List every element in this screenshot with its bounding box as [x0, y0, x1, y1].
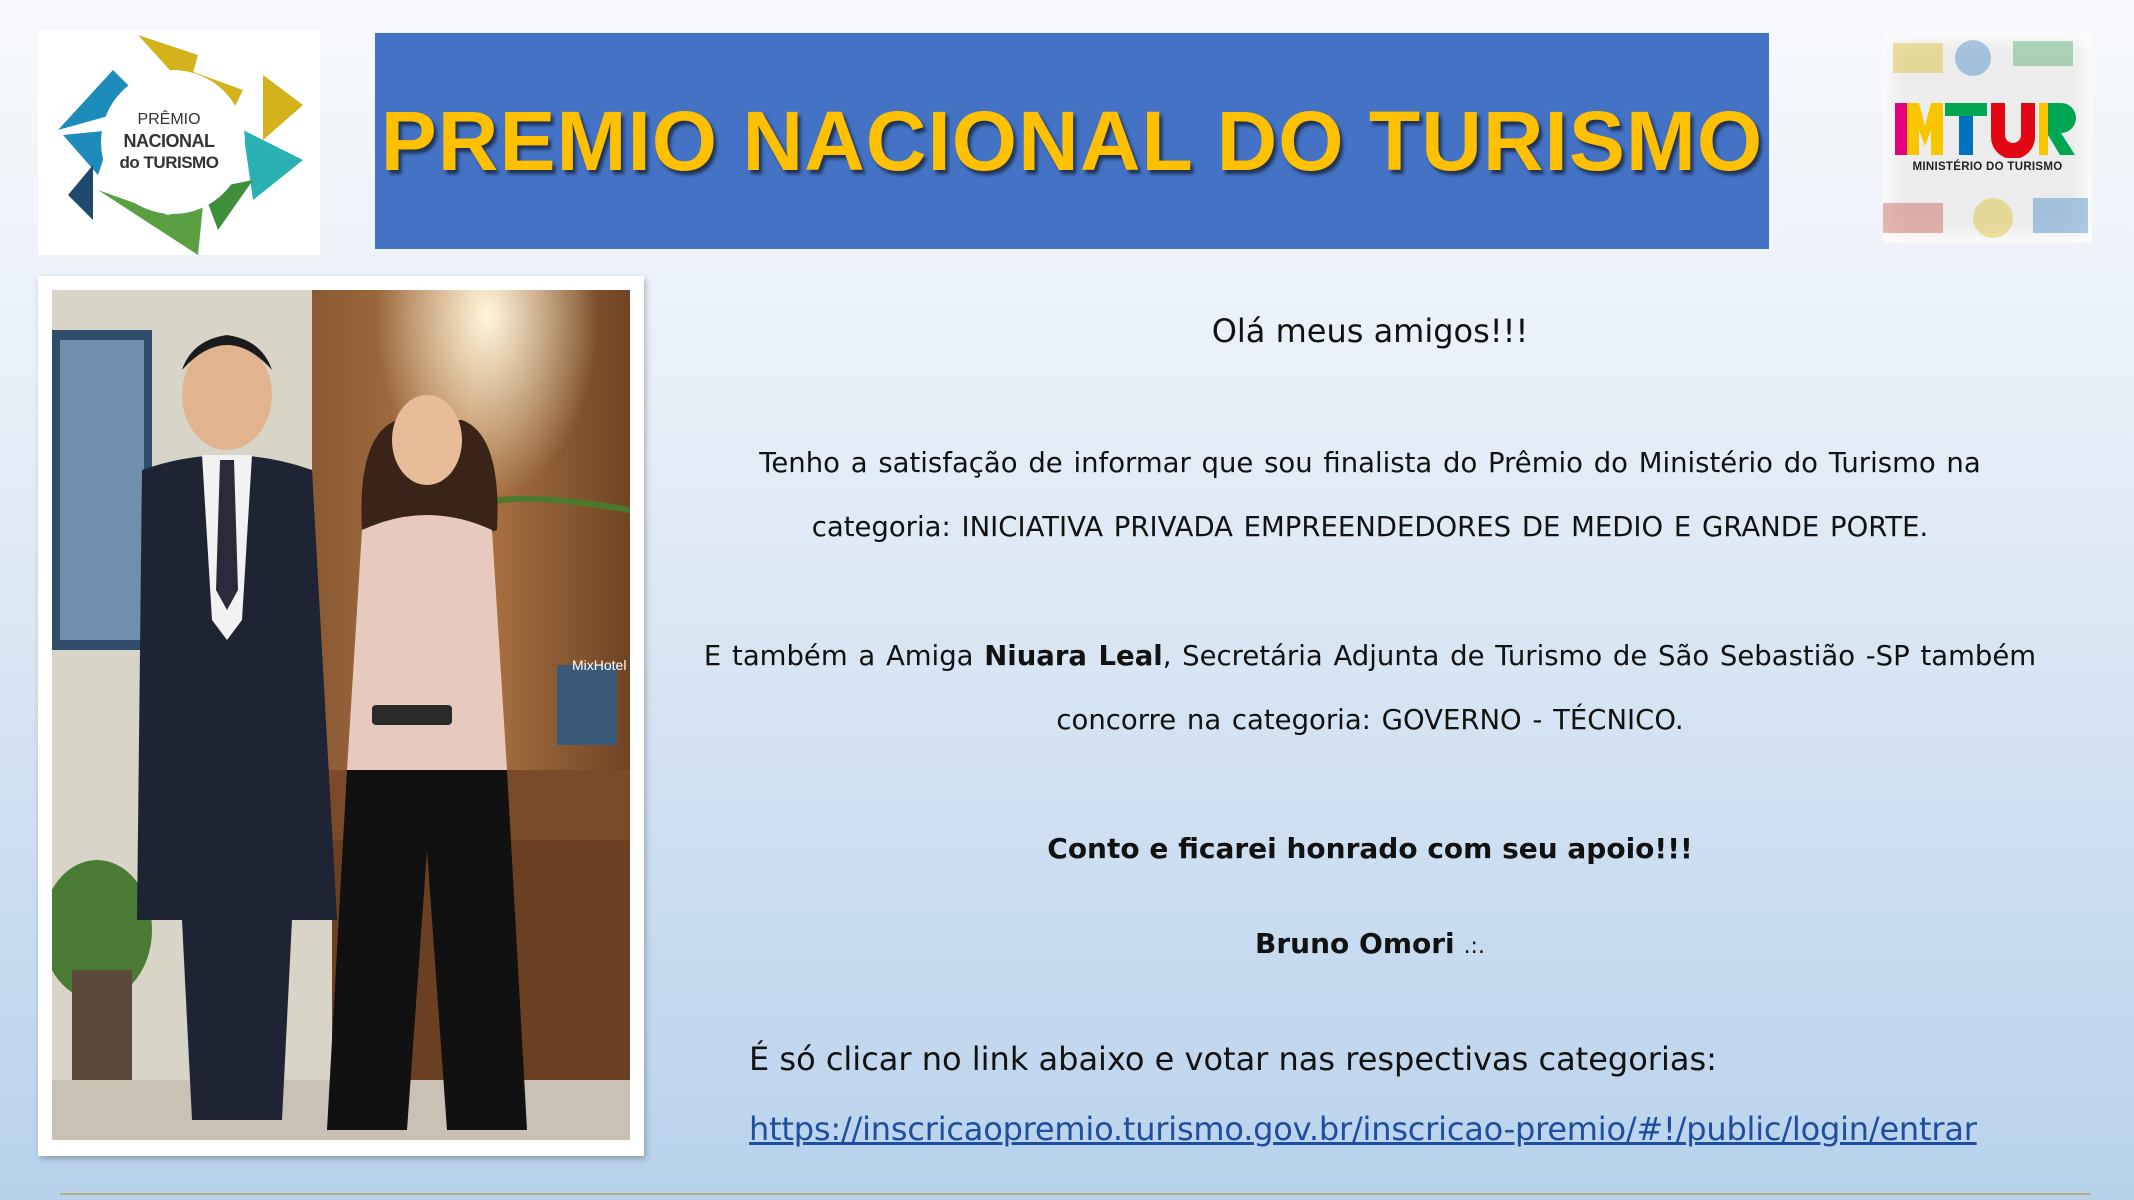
vote-link[interactable]: https://inscricaopremio.turismo.gov.br/inscricao-premio/#!/public/login/entrar: [749, 1110, 1977, 1148]
mtur-logo: [1883, 33, 2092, 243]
premio-logo-line2: NACIONAL: [123, 131, 215, 151]
paragraph1-line1: Tenho a satisfação de informar que sou finalista do Prêmio do Ministério do Turismo na: [759, 447, 1981, 479]
photo-two-people: [52, 290, 630, 1140]
paragraph2-name: Niuara Leal: [984, 640, 1163, 672]
call-to-action: É só clicar no link abaixo e votar nas respectivas categorias:: [749, 1040, 1717, 1078]
paragraph2-prefix: E também a Amiga: [703, 640, 985, 672]
signature: [700, 927, 2040, 960]
signature-separator: .:.: [1463, 934, 1485, 959]
premio-logo-line1: PRÊMIO: [137, 111, 201, 128]
paragraph1-line2: categoria: INICIATIVA PRIVADA EMPREENDEDORES DE MEDIO E GRANDE PORTE.: [811, 511, 1929, 543]
mtur-caption: MINISTÉRIO DO TURISMO: [1912, 161, 2063, 173]
photo-illustration: [52, 290, 630, 1140]
signature-name: Bruno Omori: [1255, 927, 1455, 960]
paragraph2-suffix: , Secretária Adjunta de Turismo de São Sebastião -SP também: [1162, 640, 2037, 672]
title-banner: [375, 33, 1769, 249]
premio-logo-line3: do TURISMO: [119, 153, 219, 172]
paragraph2-line2: concorre na categoria: GOVERNO - TÉCNICO.: [1056, 704, 1684, 736]
photo-poster-text: MixHotel: [572, 657, 627, 673]
mtur-letters-graphic: [1895, 98, 2080, 158]
support-message: Conto e ficarei honrado com seu apoio!!!: [1047, 832, 1693, 865]
banner-title: PREMIO NACIONAL DO TURISMO: [380, 93, 1764, 188]
greeting: Olá meus amigos!!!: [1211, 312, 1529, 350]
premio-nacional-logo: [38, 30, 320, 255]
paragraph2-line1: [700, 640, 2040, 672]
photo-frame: [38, 276, 644, 1156]
bottom-divider: [60, 1193, 2090, 1195]
